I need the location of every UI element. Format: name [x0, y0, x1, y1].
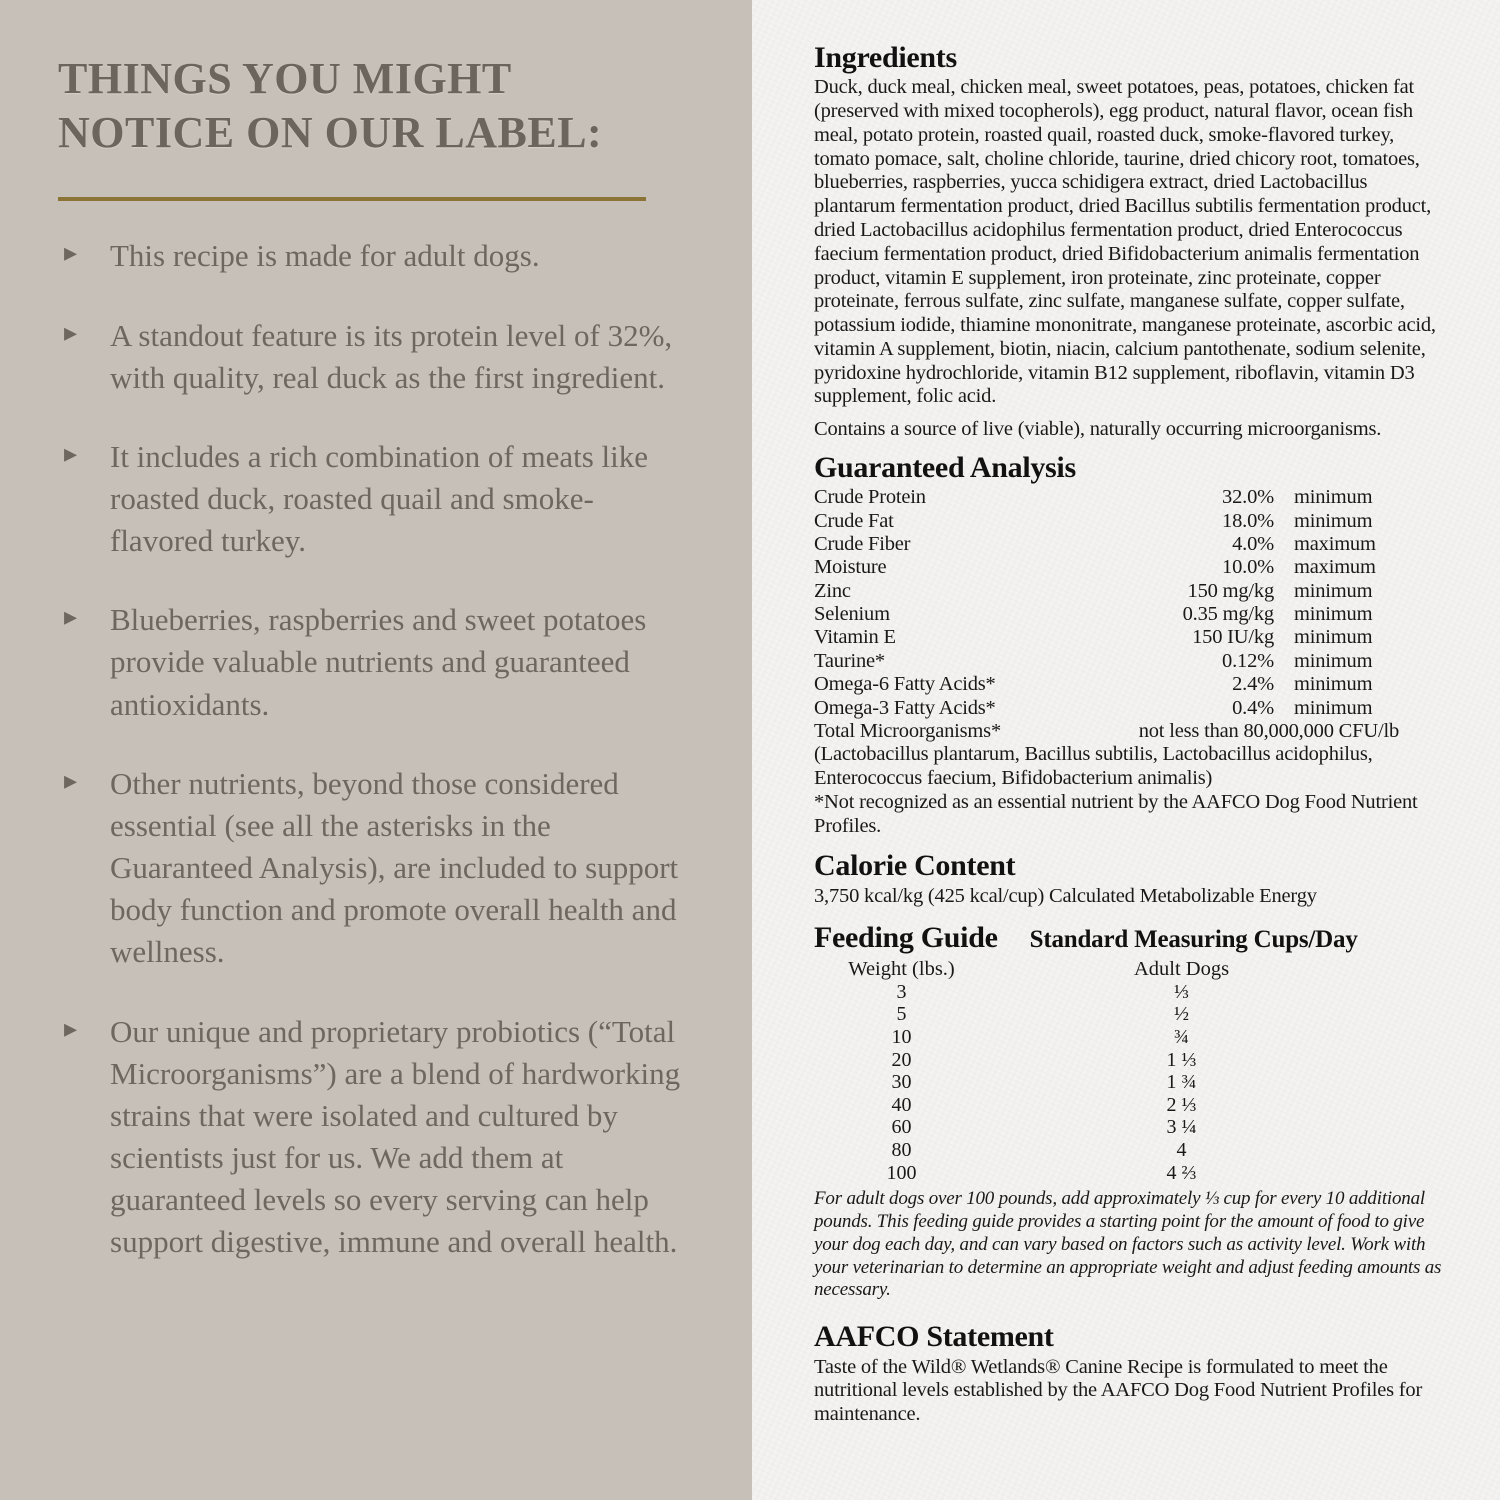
ingredients-section: [814, 42, 1444, 442]
nutrient-value: 0.35 mg/kg: [1182, 603, 1274, 626]
cups-cell: ½: [1174, 1003, 1189, 1026]
weight-cell: 80: [891, 1138, 912, 1161]
triangle-bullet-icon: ▸: [64, 1013, 78, 1043]
nutrient-qualifier: maximum: [1294, 556, 1376, 579]
triangle-bullet-icon: ▸: [64, 765, 78, 795]
table-row: [814, 626, 1399, 649]
cups-cell: 2 ⅓: [1166, 1093, 1197, 1116]
probiotic-strains-footnote: (Lactobacillus plantarum, Bacillus subtilis, Lactobacillus acidophilus, Enterococcus faecium, Bifidobacterium animalis): [814, 743, 1373, 789]
nutrient-label: Total Microorganisms*: [814, 719, 1002, 742]
feeding-guide-note: For adult dogs over 100 pounds, add approximately ⅓ cup for every 10 additional pounds. This feeding guide provides a starting point for the amount of food to give your dog each day, and can vary based on factors such as activity level. Work with your veterinarian to determine an appropriate weight and adjust feeding amounts as necessary.: [814, 1188, 1442, 1301]
nutrient-qualifier: minimum: [1294, 649, 1373, 672]
nutrient-label: Omega-3 Fatty Acids*: [814, 696, 996, 719]
weight-cell: 20: [891, 1048, 912, 1071]
nutrient-value: 150 mg/kg: [1187, 579, 1274, 602]
table-row: [814, 486, 1399, 509]
nutrient-label: Crude Fat: [814, 509, 894, 532]
ingredients-heading: Ingredients: [814, 41, 957, 74]
weight-cell: 3: [896, 980, 907, 1003]
nutrient-qualifier: minimum: [1294, 486, 1373, 509]
calorie-content-section: [814, 850, 1444, 908]
nutrient-value: 0.4%: [1232, 696, 1274, 719]
table-row: [814, 697, 1399, 720]
nutrient-value: 18.0%: [1222, 509, 1274, 532]
nutrient-label: Crude Fiber: [814, 532, 911, 555]
feeding-guide-heading: Feeding Guide: [814, 921, 998, 955]
list-item: [58, 436, 694, 562]
nutrient-value: 2.4%: [1232, 673, 1274, 696]
list-item: [58, 763, 694, 974]
nutrient-qualifier: minimum: [1294, 579, 1373, 602]
guaranteed-analysis-heading: Guaranteed Analysis: [814, 450, 1076, 484]
nutrient-qualifier: minimum: [1294, 673, 1373, 696]
nutrient-qualifier: minimum: [1294, 509, 1373, 532]
table-row-total-microorganisms: [814, 720, 1399, 743]
table-row: [814, 580, 1399, 603]
nutrient-value: 0.12%: [1222, 649, 1274, 672]
aafco-statement-body: Taste of the Wild® Wetlands® Canine Recipe is formulated to meet the nutritional levels established by the AAFCO Dog Food Nutrient Profiles for maintenance.: [814, 1355, 1423, 1426]
nutrient-qualifier: minimum: [1294, 603, 1373, 626]
nutrient-label: Zinc: [814, 579, 851, 602]
measuring-cups-subheading: Standard Measuring Cups/Day: [1029, 926, 1358, 954]
table-row: [814, 510, 1399, 533]
triangle-bullet-icon: ▸: [64, 438, 78, 468]
nutrient-value: 150 IU/kg: [1192, 626, 1274, 649]
callout-bullet-list: [58, 235, 694, 1263]
bullet-text: It includes a rich combination of meats like roasted duck, roasted quail and smoke-flavored turkey.: [110, 438, 649, 559]
cups-cell: 4 ⅔: [1166, 1161, 1197, 1184]
list-item: [58, 1011, 694, 1264]
aafco-statement-heading: AAFCO Statement: [814, 1320, 1054, 1354]
guaranteed-analysis-table: [814, 486, 1399, 743]
left-panel-heading: THINGS YOU MIGHT NOTICE ON OUR LABEL:: [58, 54, 603, 157]
nutrient-value: 4.0%: [1232, 532, 1274, 555]
bullet-text: Other nutrients, beyond those considered essential (see all the asterisks in the Guaranteed Analysis), are included to support body function and promote overall health and wellness.: [110, 765, 679, 970]
ingredients-body: Duck, duck meal, chicken meal, sweet potatoes, peas, potatoes, chicken fat (preserved with mixed tocopherols), egg product, natural flavor, ocean fish meal, potato protein, roasted quail, roasted duck, smoke-flavored turkey, tomato pomace, salt, choline chloride, taurine, dried chicory root, tomatoes, blueberries, raspberries, yucca schidigera extract, dried Lactobacillus plantarum fermentation product, dried Bacillus subtilis fermentation product, dried Lactobacillus acidophilus fermentation product, dried Enterococcus faecium fermentation product, dried Bifidobacterium animalis fermentation product, vitamin E supplement, iron proteinate, zinc proteinate, copper proteinate, ferrous sulfate, zinc sulfate, manganese sulfate, copper sulfate, potassium iodide, thiamine mononitrate, manganese proteinate, ascorbic acid, vitamin A supplement, biotin, niacin, calcium pantothenate, sodium selenite, pyridoxine hydrochloride, vitamin B12 supplement, riboflavin, vitamin D3 supplement, folic acid.: [814, 76, 1436, 408]
cups-cell: 4: [1176, 1138, 1187, 1161]
bullet-text: This recipe is made for adult dogs.: [110, 238, 540, 274]
table-row: [814, 533, 1399, 556]
weight-column-header: Weight (lbs.): [848, 957, 955, 980]
nutrient-value: 10.0%: [1222, 556, 1274, 579]
nutrient-label: Vitamin E: [814, 626, 896, 649]
nutrient-value: 32.0%: [1222, 486, 1274, 509]
calorie-content-body: 3,750 kcal/kg (425 kcal/cup) Calculated Metabolizable Energy: [814, 884, 1317, 907]
nutrient-qualifier: minimum: [1294, 696, 1373, 719]
aafco-statement-section: [814, 1321, 1444, 1427]
cups-cell: 1 ⅓: [1166, 1048, 1197, 1071]
bullet-text: Our unique and proprietary probiotics (“Total Microorganisms”) are a blend of hardworking strains that were isolated and cultured by scientists just for us. We add them at guaranteed levels so every serving can help support digestive, immune and overall health.: [110, 1013, 681, 1260]
table-row: [814, 603, 1399, 626]
cups-cell: ⅓: [1174, 980, 1189, 1003]
gold-divider-rule: [58, 197, 646, 201]
list-item: [58, 599, 694, 725]
table-row: [814, 673, 1399, 696]
bullet-text: Blueberries, raspberries and sweet potatoes provide valuable nutrients and guaranteed antioxidants.: [110, 602, 647, 722]
calorie-content-heading: Calorie Content: [814, 849, 1016, 883]
cups-cell: 3 ¼: [1166, 1116, 1197, 1139]
guaranteed-analysis-section: [814, 452, 1444, 838]
adult-dogs-column-header: Adult Dogs: [1133, 957, 1230, 980]
nutrient-label: Taurine*: [814, 649, 885, 672]
triangle-bullet-icon: ▸: [64, 238, 78, 268]
asterisk-footnote: *Not recognized as an essential nutrient by the AAFCO Dog Food Nutrient Profiles.: [814, 790, 1418, 837]
triangle-bullet-icon: ▸: [64, 317, 78, 347]
feeding-guide-header-row: [814, 922, 1444, 954]
list-item: [58, 315, 694, 399]
triangle-bullet-icon: ▸: [64, 602, 78, 632]
nutrient-label: Moisture: [814, 556, 887, 579]
feeding-guide-section: [814, 922, 1444, 1302]
weight-cell: 100: [886, 1161, 917, 1184]
nutrient-qualifier: maximum: [1294, 532, 1376, 555]
live-microorganisms-note: Contains a source of live (viable), naturally occurring microorganisms.: [814, 418, 1382, 441]
table-row: [814, 556, 1399, 579]
bullet-text: A standout feature is its protein level of 32%, with quality, real duck as the first ingredient.: [110, 317, 673, 395]
weight-cell: 30: [891, 1071, 912, 1094]
nutrient-label: Omega-6 Fatty Acids*: [814, 673, 996, 696]
weight-cell: 40: [891, 1093, 912, 1116]
cups-cell: 1 ¾: [1166, 1071, 1197, 1094]
label-info-panel: [752, 0, 1500, 1500]
cups-cell: ¾: [1174, 1026, 1189, 1049]
list-item: [58, 235, 694, 277]
nutrient-label: Crude Protein: [814, 486, 926, 509]
feeding-guide-table: [814, 955, 1444, 1184]
weight-cell: 60: [891, 1116, 912, 1139]
nutrient-qualifier: minimum: [1294, 626, 1373, 649]
table-row: [814, 650, 1399, 673]
nutrient-label: Selenium: [814, 603, 890, 626]
nutrient-value: not less than 80,000,000 CFU/lb: [1138, 719, 1399, 742]
weight-cell: 10: [891, 1026, 912, 1049]
weight-cell: 5: [896, 1003, 907, 1026]
